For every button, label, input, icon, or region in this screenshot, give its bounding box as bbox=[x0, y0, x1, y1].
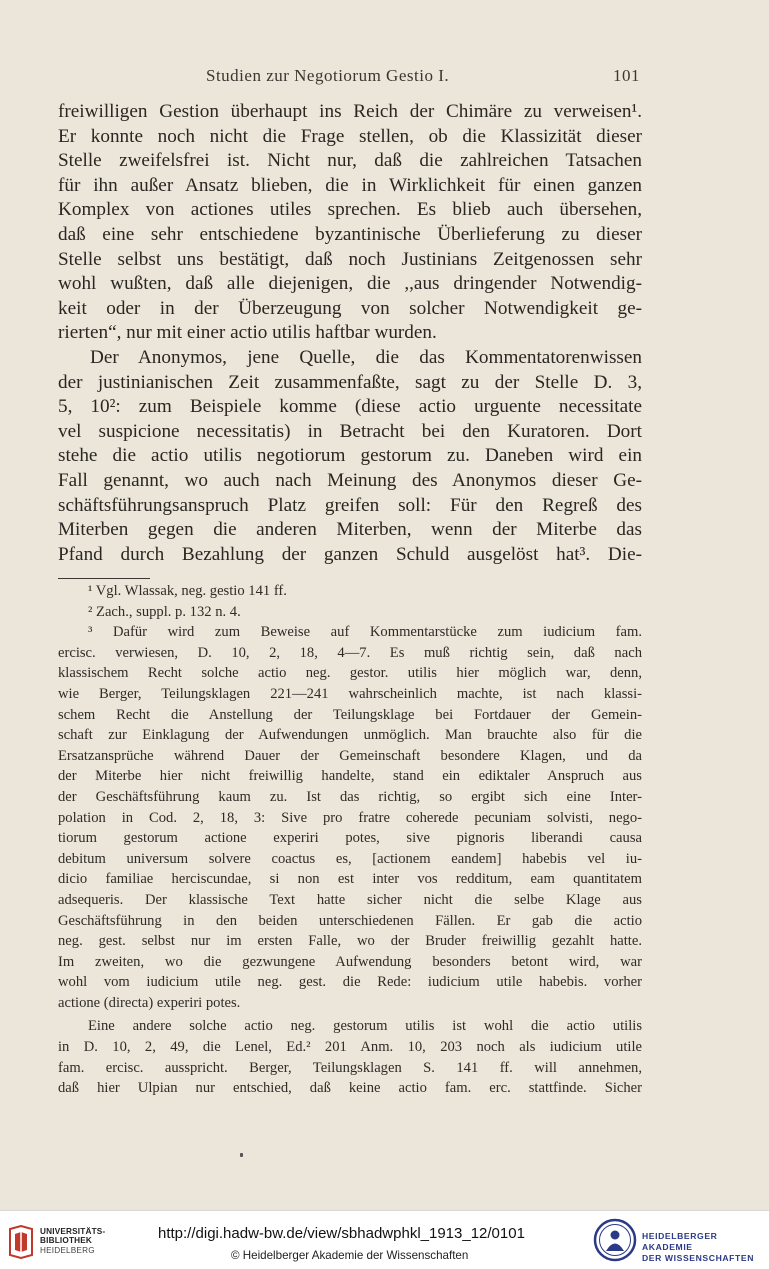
footnote-separator bbox=[58, 578, 150, 579]
footnote-paragraph-line: Eine andere solche actio neg. gestorum utilis ist wohl die actio utilis bbox=[88, 1018, 642, 1035]
text-line: freiwilligen Gestion überhaupt ins Reich der Chimäre zu verweisen¹. bbox=[58, 101, 642, 122]
text-line: daß eine sehr entschiedene byzantinische Überlieferung zu dieser bbox=[58, 223, 642, 245]
footnote-line: schaft zur Einklagung der Aufwendungen unmöglich. Man brauchte also für die bbox=[58, 727, 642, 744]
text-line: Fall genannt, wo auch nach Meinung des Anonymos dieser Ge- bbox=[58, 469, 642, 491]
academy-name-line: HEIDELBERGER AKADEMIE bbox=[642, 1231, 718, 1252]
permalink-url[interactable]: http://digi.hadw-bw.de/view/sbhadwphkl_1913_12/0101 bbox=[158, 1225, 525, 1242]
footnote-line: adsequeris. Der klassische Text hatte sicher nicht die selbe Klage aus bbox=[58, 891, 642, 908]
running-title: Studien zur Negotiorum Gestio I. bbox=[206, 66, 450, 85]
text-line: vel suspicione necessitatis) in Betracht bei den Kuratoren. Dort bbox=[58, 420, 642, 442]
library-name-line: BIBLIOTHEK bbox=[40, 1236, 93, 1246]
footnote-line: polation in Cod. 2, 18, 3: Sive pro fratre coherede pecuniam solvisti, nego- bbox=[58, 809, 642, 826]
footnote-line: neg. gest. selbst nur im ersten Falle, wo der Bruder freiwillig gezahlt hatte. bbox=[58, 933, 642, 950]
text-line: schäftsführungsanspruch Platz greifen soll: Für den Regreß des bbox=[58, 494, 642, 516]
text-line: für ihn außer Ansatz blieben, die in Wirklichkeit für einen ganzen bbox=[58, 174, 642, 196]
page-number: 101 bbox=[613, 66, 640, 85]
academy-seal-icon[interactable] bbox=[593, 1218, 637, 1262]
paragraph-start-line: Der Anonymos, jene Quelle, die das Kommentatorenwissen bbox=[90, 346, 642, 368]
text-line: wohl wußten, daß alle diejenigen, die ,,aus dringender Notwendig- bbox=[58, 273, 642, 295]
text-line: Stelle zweifelsfrei ist. Nicht nur, daß die zahlreichen Tatsachen bbox=[58, 150, 642, 172]
library-name-line: UNIVERSITÄTS- bbox=[40, 1227, 106, 1236]
scan-speck bbox=[240, 1153, 243, 1157]
footnote-line: wohl vom iudicium utile neg. gest. die Rede: iudicium utile habebis. vorher bbox=[58, 974, 642, 991]
text-line: Miterben gegen die anderen Miterben, wenn der Miterbe das bbox=[58, 519, 642, 541]
footnote-line: in D. 10, 2, 49, die Lenel, Ed.² 201 Anm. 10, 203 noch als iudicium utile bbox=[58, 1039, 642, 1056]
text-line: Er konnte noch nicht die Frage stellen, ob die Klassizität dieser bbox=[58, 125, 642, 147]
footnote-line: tiorum gestorum actione experiri potes, sive pignoris liberandi causa bbox=[58, 830, 642, 847]
academy-name bbox=[642, 1231, 769, 1264]
text-line: 5, 10²: zum Beispiele komme (diese actio urguente necessitate bbox=[58, 396, 642, 418]
text-line: keit oder in der Überzeugung von solcher Notwendigkeit ge- bbox=[58, 297, 642, 319]
library-name-line: HEIDELBERG bbox=[40, 1245, 95, 1255]
university-library-logo-icon[interactable] bbox=[6, 1225, 36, 1259]
footnote-3: ³ Dafür wird zum Beweise auf Kommentarstücke zum iudicium fam. bbox=[88, 624, 642, 641]
university-library-name bbox=[40, 1227, 105, 1255]
academy-name-line: DER WISSENSCHAFTEN bbox=[642, 1253, 755, 1263]
footnote-line: schem Recht die Anstellung der Teilungsklage bei Fortdauer der Gemein- bbox=[58, 706, 642, 723]
footnote-line: wie Berger, Teilungsklagen 221—241 wahrscheinlich machte, ist nach klassi- bbox=[58, 685, 642, 702]
running-header bbox=[56, 66, 642, 90]
viewer-footer bbox=[0, 1210, 769, 1269]
footnote-line: dicio familiae herciscundae, si non est inter vos redditum, eam quantitatem bbox=[58, 871, 642, 888]
footnote-line: ercisc. verwiesen, D. 10, 2, 18, 4—7. Es muß richtig sein, daß nach bbox=[58, 644, 642, 661]
footnote-line: Ersatzansprüche während Dauer der Gemeinschaft besondere Klagen, und da bbox=[58, 747, 642, 764]
footnote-line: actione (directa) experiri potes. bbox=[58, 994, 241, 1011]
text-line: Stelle selbst uns bestätigt, daß noch Justinians Zeitgenossen sehr bbox=[58, 248, 642, 270]
main-text bbox=[58, 100, 642, 567]
footnote-line: der Geschäftsführung kaum zu. Ist das richtig, so ergibt sich eine Inter- bbox=[58, 788, 642, 805]
copyright-notice: © Heidelberger Akademie der Wissenschaften bbox=[231, 1249, 469, 1262]
text-line: Pfand durch Bezahlung der ganzen Schuld ausgelöst hat³. Die- bbox=[58, 543, 642, 565]
footnote-line: klassischem Recht solche actio neg. gestor. utilis hier möglich war, denn, bbox=[58, 665, 642, 682]
text-line: stehe die actio utilis negotiorum gestorum zu. Daneben wird ein bbox=[58, 445, 642, 467]
text-line: rierten“, nur mit einer actio utilis haftbar wurden. bbox=[58, 322, 437, 344]
footnote-1: ¹ Vgl. Wlassak, neg. gestio 141 ff. bbox=[88, 583, 287, 599]
text-line: der justinianischen Zeit zusammenfaßte, sagt zu der Stelle D. 3, bbox=[58, 371, 642, 393]
footnote-line: Geschäftsführung in den beiden unterschiedenen Fällen. Er gab die actio bbox=[58, 912, 642, 929]
footnote-line: fam. ercisc. ausspricht. Berger, Teilungsklagen S. 141 ff. will annehmen, bbox=[58, 1059, 642, 1076]
footnotes bbox=[58, 581, 642, 1099]
footnote-line: Im zweiten, wo die gezwungene Aufwendung besonders betont wird, war bbox=[58, 953, 642, 970]
footnote-line: daß hier Ulpian nur entschied, daß keine actio fam. erc. stattfinde. Sicher bbox=[58, 1080, 642, 1097]
footnote-line: der Miterbe hier nicht freiwillig handelte, stand ein ediktaler Anspruch aus bbox=[58, 768, 642, 785]
footnote-line: debitum universum solvere coactus es, [actionem eandem] habebis vel iu- bbox=[58, 850, 642, 867]
text-line: Komplex von actiones utiles sprechen. Es blieb auch übersehen, bbox=[58, 199, 642, 221]
footnote-2: ² Zach., suppl. p. 132 n. 4. bbox=[88, 603, 241, 620]
